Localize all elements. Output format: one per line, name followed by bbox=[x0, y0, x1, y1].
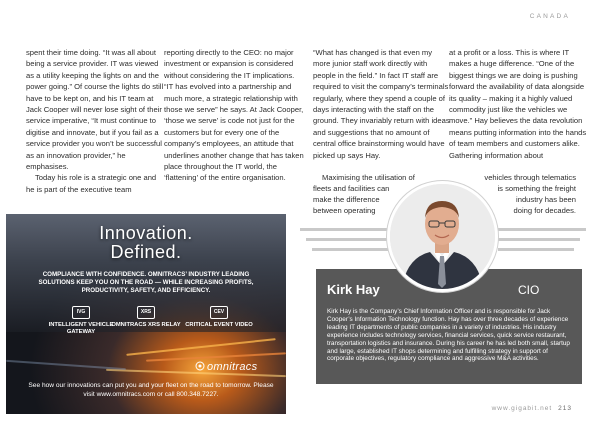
article-column-2 bbox=[164, 47, 304, 184]
profile-role: CIO bbox=[518, 283, 540, 297]
profile-portrait bbox=[387, 181, 498, 292]
wrapped-text-line: Maximising the utilisation of bbox=[322, 173, 415, 182]
ad-headline: Defined. bbox=[110, 242, 182, 262]
article-column-1 bbox=[26, 47, 166, 195]
profile-bio: Kirk Hay is the Company’s Chief Information Officer and is responsible for Jack Cooper’s Information Technology function. Hay has over three decades of experience leading IT departments of public companies in a variety of industries. His industry experience includes technology services, financial services, quick service restaurant, transportation logistics and insurance. During his career he has led both small, startup and large, established IT shops determining and fulfilling strategy in support of corporate objectives, regulatory compliance and aggressive M&A activities. bbox=[327, 308, 570, 363]
omnitracs-logo-icon bbox=[195, 361, 205, 371]
omnitracs-logo bbox=[195, 360, 257, 373]
feature-ivg bbox=[46, 306, 116, 336]
page-number: 213 bbox=[558, 405, 572, 412]
decorative-stripe bbox=[312, 248, 388, 251]
decorative-stripe bbox=[300, 228, 388, 231]
article-column-3 bbox=[313, 47, 451, 161]
logo-text: omnitracs bbox=[207, 361, 258, 373]
decorative-stripe bbox=[306, 238, 388, 241]
profile-name: Kirk Hay bbox=[327, 282, 380, 297]
feature-label: INTELLIGENT VEHICLE GATEWAY bbox=[48, 322, 114, 335]
gateway-icon: IVG bbox=[72, 306, 90, 319]
decorative-stripe bbox=[498, 248, 574, 251]
wrapped-text-line: vehicles through telematics bbox=[484, 173, 576, 182]
light-streak bbox=[6, 360, 126, 370]
article-column-4 bbox=[449, 47, 589, 161]
omnitracs-advertisement[interactable] bbox=[6, 214, 286, 414]
video-icon: CEV bbox=[210, 306, 228, 319]
paragraph: Today his role is a strategic one and he is part of the executive team bbox=[26, 173, 157, 194]
feature-label: CRITICAL EVENT VIDEO bbox=[185, 322, 253, 328]
wrapped-text-line: industry has been bbox=[516, 195, 576, 204]
wrapped-text-line: between operating bbox=[313, 206, 376, 215]
paragraph: at a profit or a loss. This is where IT makes a huge difference. “One of the biggest things we are doing is pushing forward the availability of data alongside its quality – making it a highly valued commodity just like the vehicles we move.” Hay believes the data revolution means putting information into the hands of team members and customers alike. Gathering information about bbox=[449, 48, 587, 160]
ad-body-copy: COMPLIANCE WITH CONFIDENCE. OMNITRACS’ INDUSTRY LEADING SOLUTIONS KEEP YOU ON THE ROAD — WHILE INCREASING PROFITS, PRODUCTIVITY, SAFETY, AND EFFICIENCY. bbox=[38, 271, 254, 294]
decorative-stripe bbox=[498, 238, 580, 241]
decorative-stripe bbox=[498, 228, 586, 231]
feature-video bbox=[184, 306, 254, 329]
paragraph: spent their time doing. “It was all about being a service provider. IT was viewed as a utility keeping the lights on and the power going.” Of course the lights do still have to be kept on, and his IT team at Jack Cooper will never lose sight of their service imperative, “It must continue to digitise and innovate, but if you fail as a service provider you won’t be successful as an innovation provider,” he emphasises. bbox=[26, 48, 164, 172]
page-footer bbox=[492, 405, 572, 412]
wrapped-text-line: make the difference bbox=[313, 195, 380, 204]
paragraph: “What has changed is that even my more junior staff work directly with people in the field.” In fact IT staff are required to visit the company’s terminals regularly, where they spend a couple of days interacting with the staff on the ground. They invariably return with ideas and suggestions that no amount of central office brainstorming would have picked up says Hay. bbox=[313, 48, 450, 160]
feature-label: OMNITRACS XRS RELAY bbox=[111, 322, 181, 328]
paragraph: reporting directly to the CEO: no major investment or expansion is considered without considering the IT implications. “IT has evolved into a partnership and much more, a strategic relationship with those we serve” he says. At Jack Cooper, ‘those we serve’ is code not just for the customers but for every one of the company’s employees, an attitude that underlines another change that has taken place throughout the IT world, the ‘flattening’ of the entire organisation. bbox=[164, 48, 304, 183]
relay-icon: XRS bbox=[137, 306, 155, 319]
site-url[interactable]: www.gigabit.net bbox=[491, 405, 553, 412]
wrapped-text-line: doing for decades. bbox=[513, 206, 576, 215]
section-label: CANADA bbox=[529, 13, 570, 20]
wrapped-text-line: fleets and facilities can bbox=[313, 184, 390, 193]
ad-call-to-action[interactable]: See how our innovations can put you and your fleet on the road to tomorrow. Please visit www.omnitracs.com or call 800.348.7227. bbox=[28, 382, 274, 398]
feature-xrs bbox=[111, 306, 181, 329]
person-avatar-icon bbox=[390, 184, 495, 289]
wrapped-text-line: is something the freight bbox=[497, 184, 576, 193]
ad-headline: Innovation. bbox=[99, 223, 193, 243]
